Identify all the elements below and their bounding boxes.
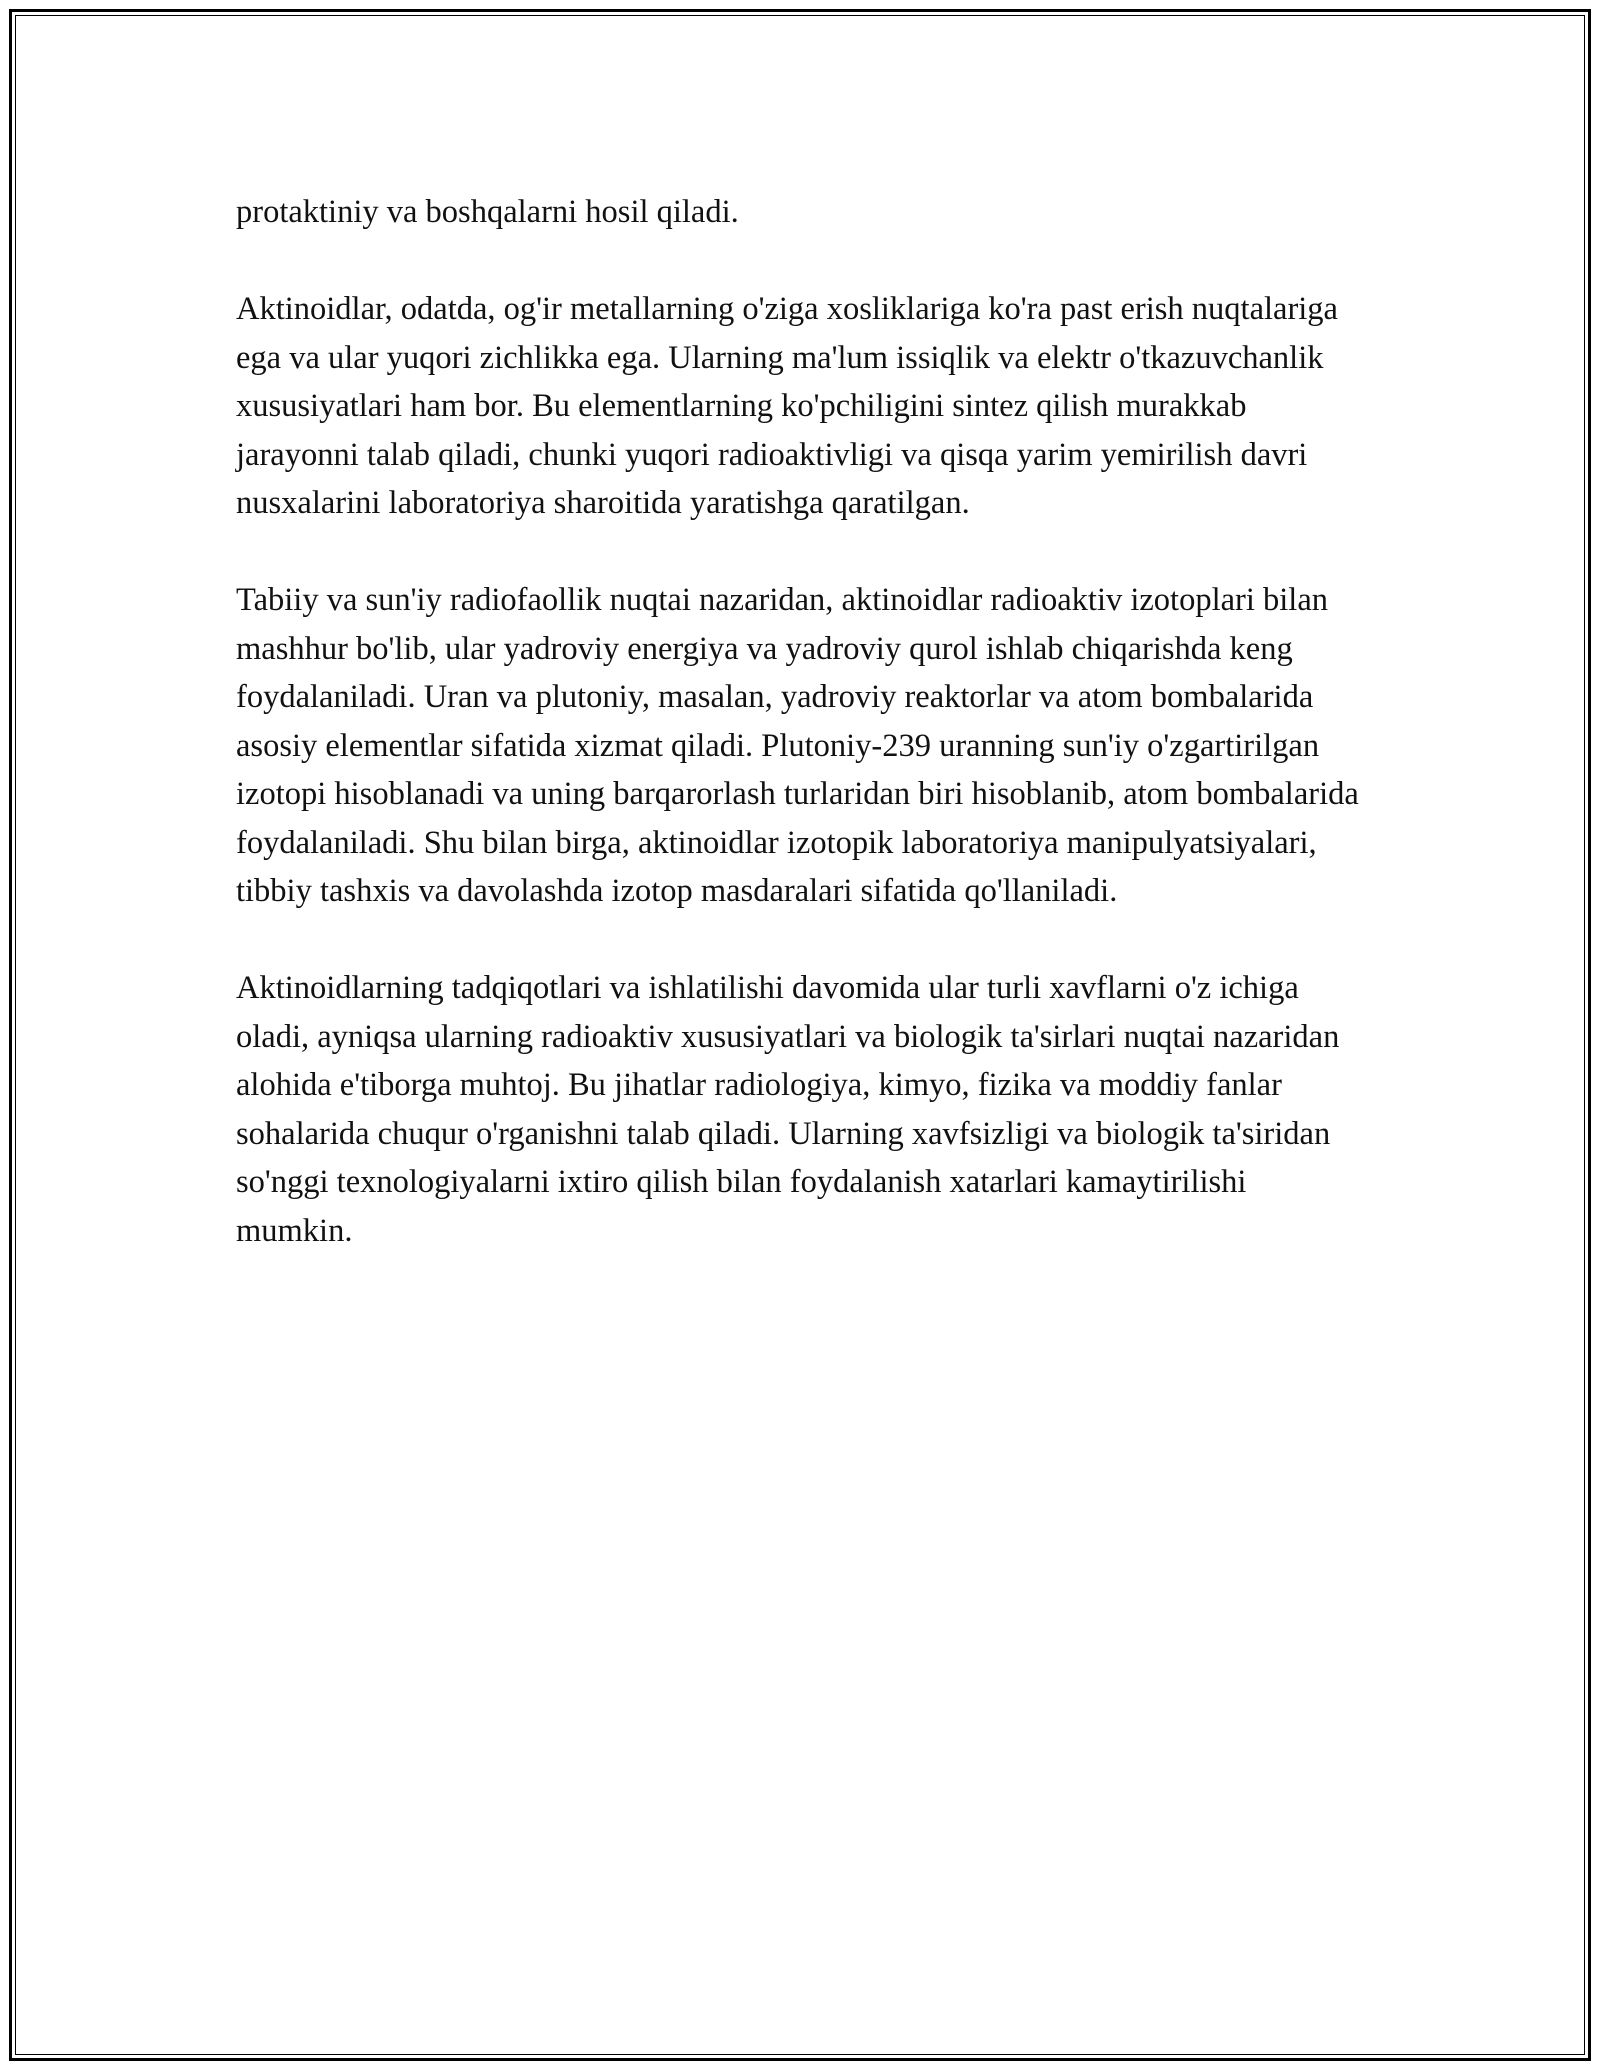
paragraph-2: Aktinoidlar, odatda, og'ir metallarning o'ziga xosliklariga ko'ra past erish nuqtalariga ega va ular yuqori zichlikka ega. Ularning ma'lum issiqlik va elektr o'tkazuvchanlik xususiyatlari ham bor. Bu elementlarning ko'pchiligini sintez qilish murakkab jarayonni talab qiladi, chunki yuqori radioaktivligi va qisqa yarim yemirilish davri nusxalarini laboratoriya sharoitida yaratishga qaratilgan. xyxy=(236,291,1338,521)
document-body xyxy=(236,188,1364,1304)
paragraph-3: Tabiiy va sun'iy radiofaollik nuqtai nazaridan, aktinoidlar radioaktiv izotoplari bilan mashhur bo'lib, ular yadroviy energiya va yadroviy qurol ishlab chiqarishda keng foydalaniladi. Uran va plutoniy, masalan, yadroviy reaktorlar va atom bombalarida asosiy elementlar sifatida xizmat qiladi. Plutoniy-239 uranning sun'iy o'zgartirilgan izotopi hisoblanadi va uning barqarorlash turlaridan biri hisoblanib, atom bombalarida foydalaniladi. Shu bilan birga, aktinoidlar izotopik laboratoriya manipulyatsiyalari, tibbiy tashxis va davolashda izotop masdaralari sifatida qo'llaniladi. xyxy=(236,582,1359,909)
paragraph-1: protaktiniy va boshqalarni hosil qiladi. xyxy=(236,194,739,230)
paragraph-4: Aktinoidlarning tadqiqotlari va ishlatilishi davomida ular turli xavflarni o'z ichiga oladi, ayniqsa ularning radioaktiv xususiyatlari va biologik ta'sirlari nuqtai nazaridan alohida e'tiborga muhtoj. Bu jihatlar radiologiya, kimyo, fizika va moddiy fanlar sohalarida chuqur o'rganishni talab qiladi. Ularning xavfsizligi va biologik ta'siridan so'nggi texnologiyalarni ixtiro qilish bilan foydalanish xatarlari kamaytirilishi mumkin. xyxy=(236,970,1340,1249)
